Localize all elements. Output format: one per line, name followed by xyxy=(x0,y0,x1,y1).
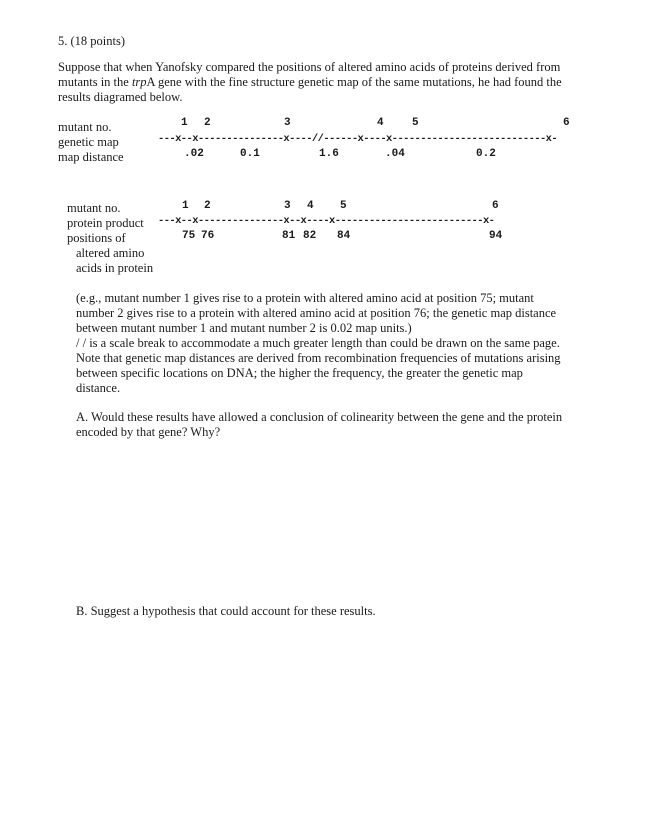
note-line-4: / / is a scale break to accommodate a much greater length than could be drawn on the same page. xyxy=(76,336,560,350)
note-line-1: (e.g., mutant number 1 gives rise to a protein with altered amino acid at position 75; mutant xyxy=(76,291,534,305)
genetic-mutant-6: 6 xyxy=(563,117,570,129)
protein-position-4: 82 xyxy=(303,230,317,242)
part-b-line-1: B. Suggest a hypothesis that could account for these results. xyxy=(76,604,376,618)
note-line-7: distance. xyxy=(76,381,121,395)
protein-mutant-1: 1 xyxy=(182,200,189,212)
protein-label-altered: altered amino xyxy=(76,246,145,260)
protein-mutant-2: 2 xyxy=(204,200,211,212)
intro-line-3: results diagramed below. xyxy=(58,90,183,104)
note-line-6: between specific locations on DNA; the higher the frequency, the greater the genetic map xyxy=(76,366,523,380)
genetic-distance-1: .02 xyxy=(184,148,204,160)
genetic-label-distance: map distance xyxy=(58,150,124,164)
protein-mutant-5: 5 xyxy=(340,200,347,212)
intro-line-1: Suppose that when Yanofsky compared the positions of altered amino acids of proteins derived from xyxy=(58,60,561,74)
protein-label-acids: acids in protein xyxy=(76,261,154,275)
genetic-mutant-4: 4 xyxy=(377,117,384,129)
part-a-line-1: A. Would these results have allowed a conclusion of colinearity between the gene and the protein xyxy=(76,410,563,424)
genetic-mutant-1: 1 xyxy=(181,117,188,129)
protein-label-product: protein product xyxy=(67,216,144,230)
genetic-label-mutant: mutant no. xyxy=(58,120,112,134)
genetic-mutant-3: 3 xyxy=(284,117,291,129)
protein-position-3: 81 xyxy=(282,230,296,242)
question-heading: 5. (18 points) xyxy=(58,34,126,48)
intro-line-2-post: A gene with the fine structure genetic map of the same mutations, he had found the xyxy=(146,75,562,89)
protein-mutant-6: 6 xyxy=(492,200,499,212)
protein-position-1: 75 xyxy=(182,230,196,242)
protein-position-5: 84 xyxy=(337,230,351,242)
genetic-distance-2: 0.1 xyxy=(240,148,260,160)
genetic-label-map: genetic map xyxy=(58,135,119,149)
genetic-mutant-2: 2 xyxy=(204,117,211,129)
protein-mutant-4: 4 xyxy=(307,200,314,212)
genetic-distance-4: .04 xyxy=(385,148,405,160)
note-line-3: between mutant number 1 and mutant number 2 is 0.02 map units.) xyxy=(76,321,412,335)
protein-position-6: 94 xyxy=(489,230,503,242)
gene-name: trp xyxy=(131,75,147,89)
genetic-map-line: ---x--x---------------x----//------x----x---------------------------x- xyxy=(158,133,558,145)
note-line-5: Note that genetic map distances are derived from recombination frequencies of mutations arising xyxy=(76,351,561,365)
genetic-distance-5: 0.2 xyxy=(476,148,496,160)
genetic-mutant-5: 5 xyxy=(412,117,419,129)
protein-label-positions: positions of xyxy=(67,231,126,245)
intro-line-2 xyxy=(58,75,562,90)
intro-line-2-pre: mutants in the xyxy=(58,75,132,89)
note-line-2: number 2 gives rise to a protein with altered amino acid at position 76; the genetic map distance xyxy=(76,306,557,320)
part-a-line-2: encoded by that gene? Why? xyxy=(76,425,221,439)
protein-position-2: 76 xyxy=(201,230,215,242)
protein-label-mutant: mutant no. xyxy=(67,201,121,215)
protein-map-line: ---x--x---------------x--x----x--------------------------x- xyxy=(158,215,495,227)
protein-mutant-3: 3 xyxy=(284,200,291,212)
genetic-distance-3: 1.6 xyxy=(319,148,339,160)
